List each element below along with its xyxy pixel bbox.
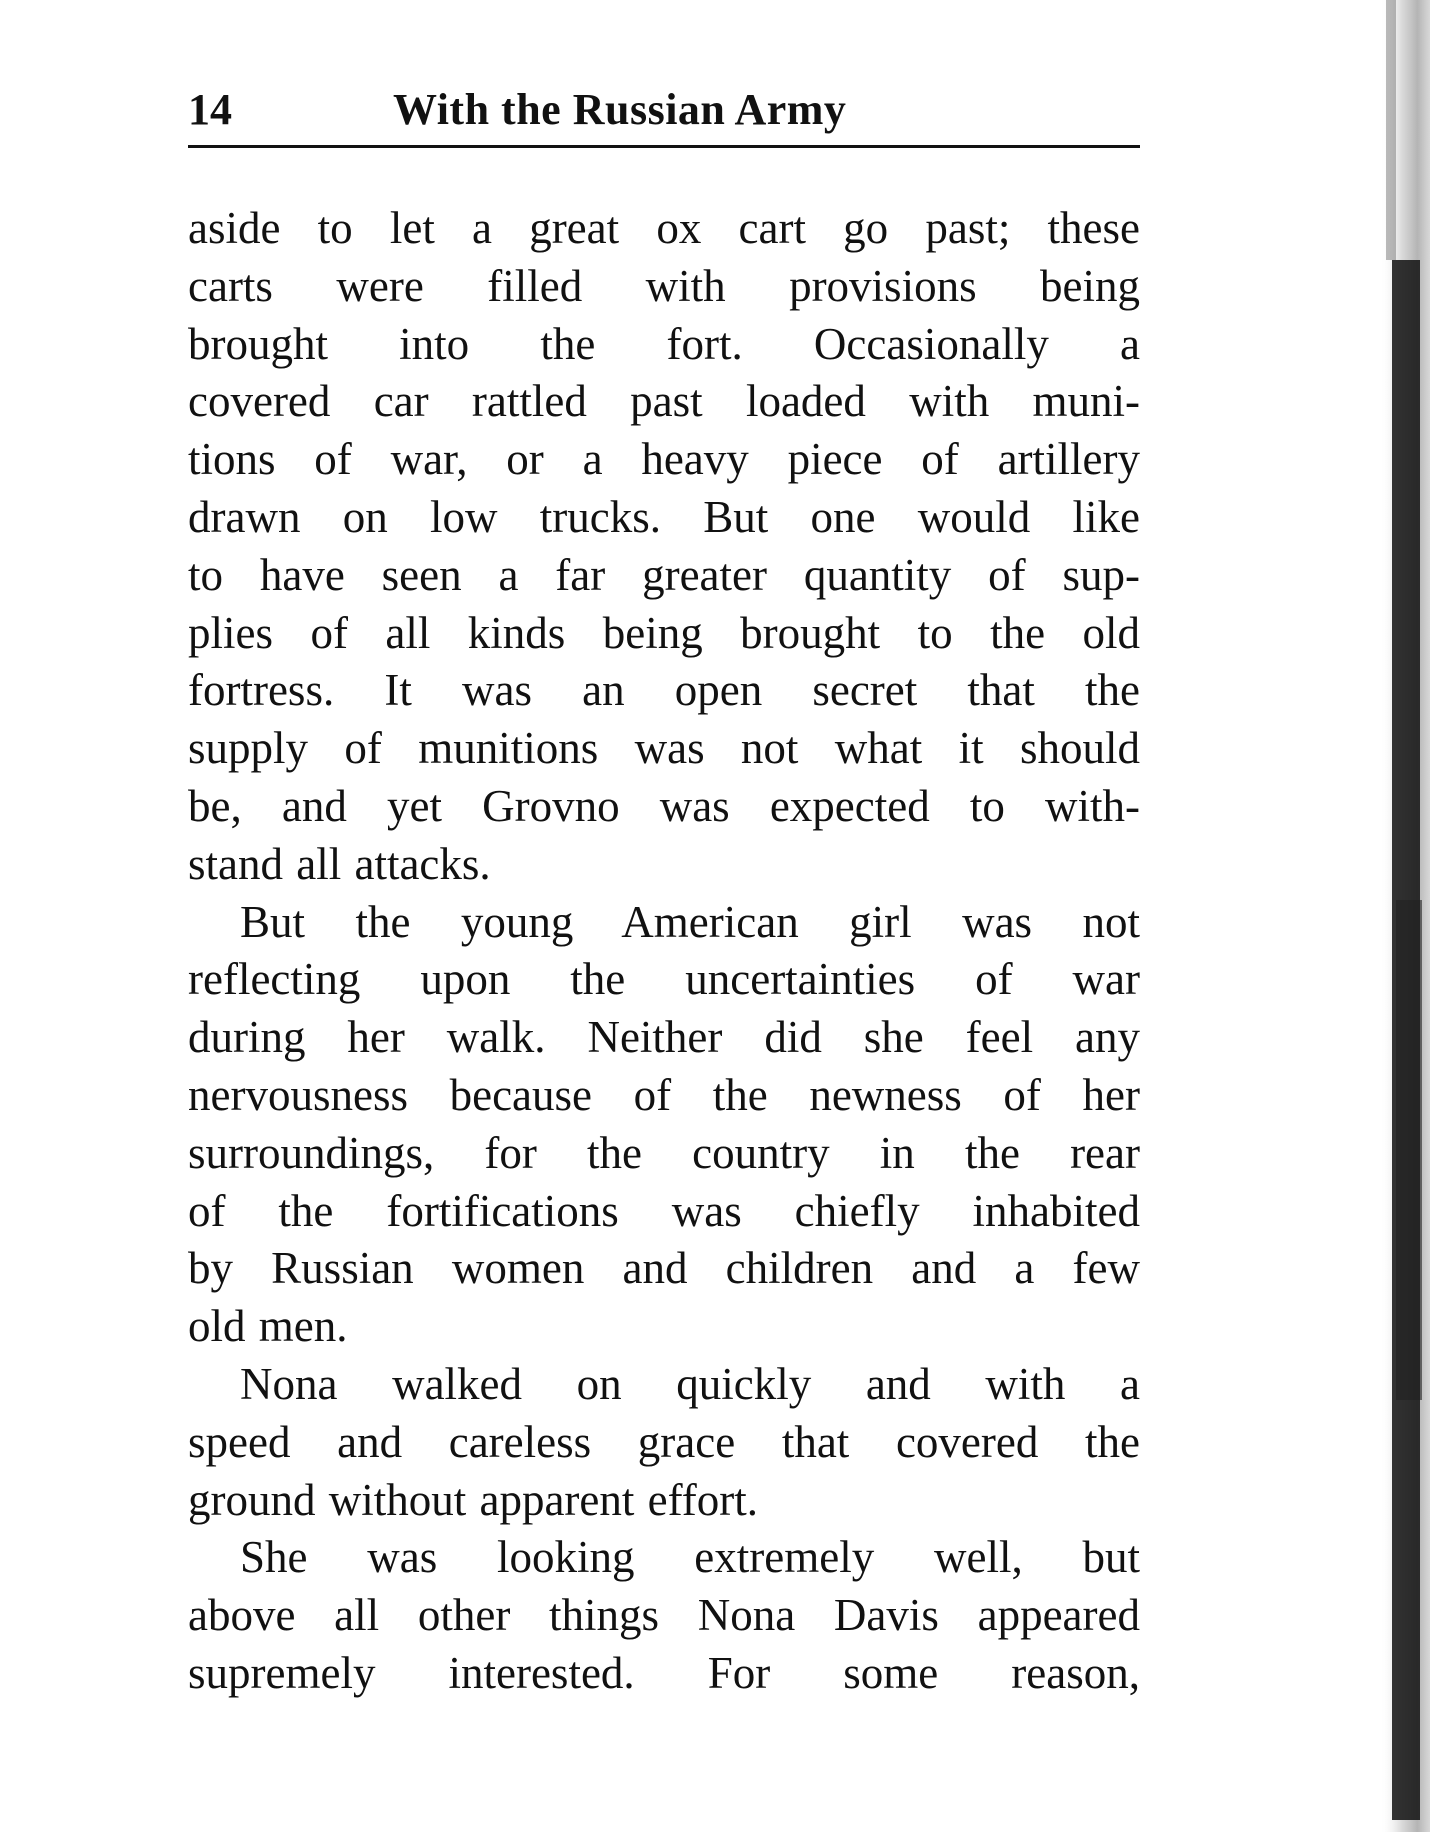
text-line: by Russian women and children and a few bbox=[188, 1243, 1140, 1294]
text-line: of the fortifications was chiefly inhabited bbox=[188, 1185, 1140, 1236]
text-line: above all other things Nona Davis appeared bbox=[188, 1590, 1140, 1641]
text-line: old men. bbox=[188, 1301, 348, 1352]
text-line: plies of all kinds being brought to the old bbox=[188, 607, 1140, 658]
text-line: be, and yet Grovno was expected to with- bbox=[188, 780, 1140, 831]
text-line: aside to let a great ox cart go past; these bbox=[188, 203, 1140, 253]
text-line: ground without apparent effort. bbox=[188, 1474, 759, 1525]
page-header bbox=[188, 82, 1138, 138]
scan-edge-shadow bbox=[1372, 0, 1430, 1832]
text-line: nervousness because of the newness of her bbox=[188, 1069, 1140, 1120]
text-line: speed and careless grace that covered the bbox=[188, 1416, 1140, 1467]
page-number: 14 bbox=[188, 85, 232, 134]
text-line: Nona walked on quickly and with a bbox=[240, 1358, 1140, 1409]
text-line: She was looking extremely well, but bbox=[240, 1532, 1140, 1583]
text-line: carts were filled with provisions being bbox=[188, 260, 1140, 311]
text-line: during her walk. Neither did she feel any bbox=[188, 1012, 1140, 1063]
text-line: reflecting upon the uncertainties of war bbox=[188, 954, 1140, 1005]
text-line: But the young American girl was not bbox=[240, 896, 1140, 947]
text-line: stand all attacks. bbox=[188, 838, 491, 889]
header-rule bbox=[188, 145, 1140, 148]
text-line: fortress. It was an open secret that the bbox=[188, 665, 1140, 716]
text-line: supremely interested. For some reason, bbox=[188, 1647, 1140, 1698]
text-line: covered car rattled past loaded with muni- bbox=[188, 376, 1140, 427]
running-title: With the Russian Army bbox=[393, 85, 847, 134]
text-line: supply of munitions was not what it should bbox=[188, 723, 1140, 774]
text-line: tions of war, or a heavy piece of artillery bbox=[188, 434, 1140, 485]
text-line: to have seen a far greater quantity of sup- bbox=[188, 549, 1140, 600]
text-line: drawn on low trucks. But one would like bbox=[188, 491, 1140, 542]
body-text bbox=[188, 200, 1140, 1703]
text-line: brought into the fort. Occasionally a bbox=[188, 318, 1140, 369]
text-line: surroundings, for the country in the rear bbox=[188, 1127, 1140, 1178]
